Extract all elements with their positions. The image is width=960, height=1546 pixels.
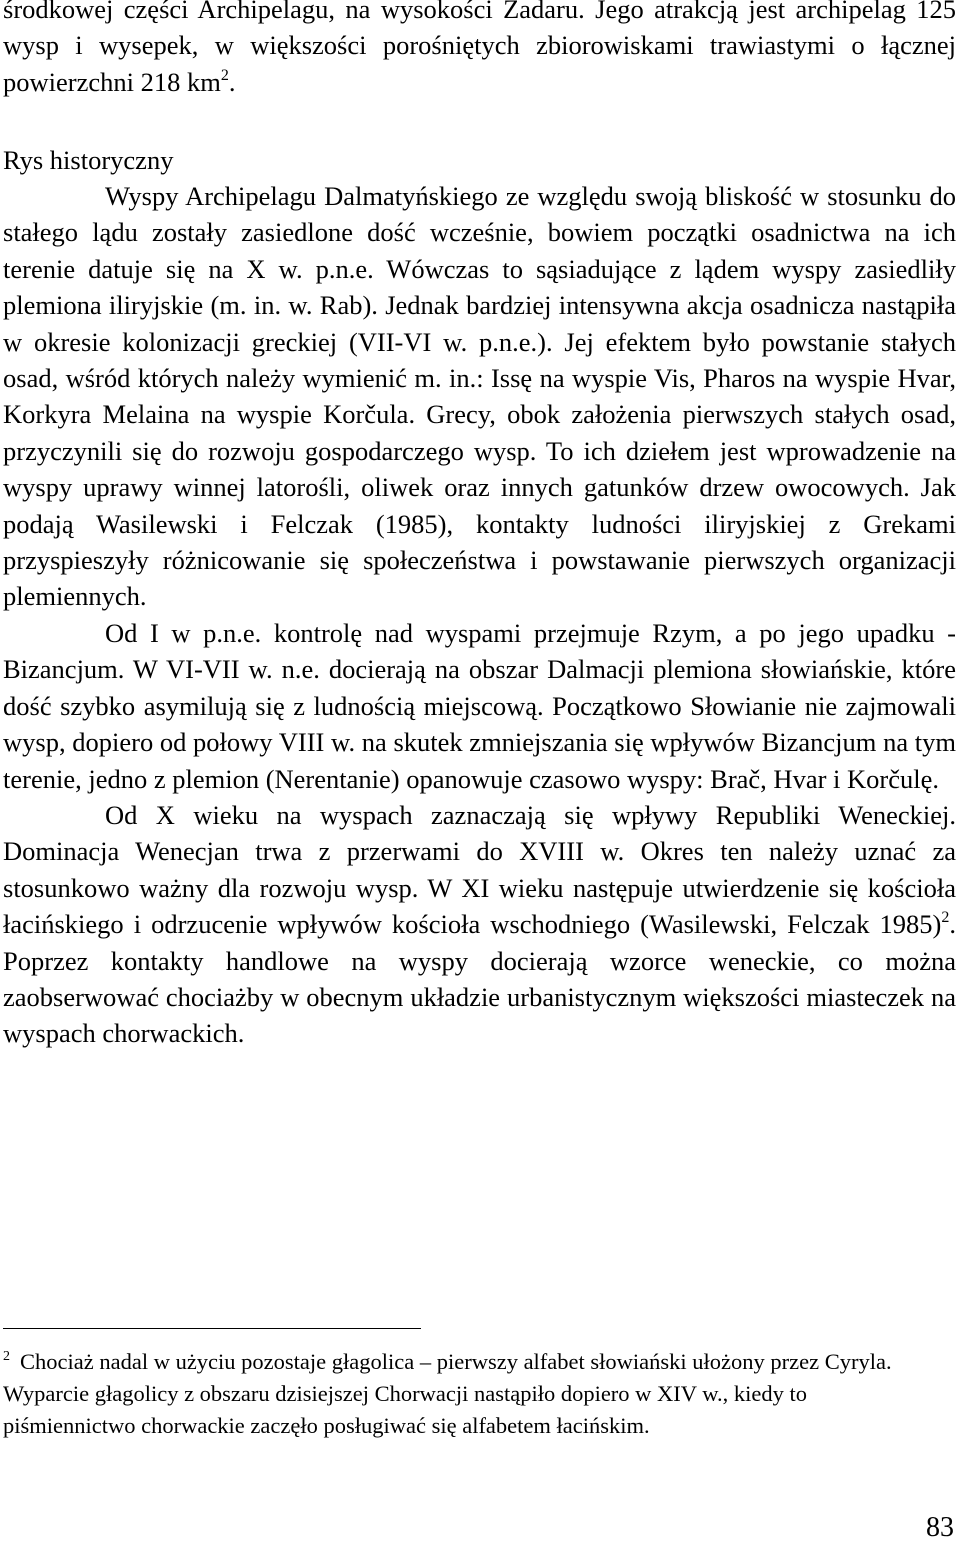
footnote-marker: 2 bbox=[3, 1349, 10, 1364]
footnote bbox=[3, 1346, 893, 1442]
intro-superscript: 2 bbox=[220, 66, 229, 84]
paragraph-3-text: Od X wieku na wyspach zaznaczają się wpływy Republiki Weneckiej. Dominacja Wenecjan trwa z przerwami do XVIII w. Okres ten należy uznać za stosunkowo ważny dla rozwoju wysp. W XI wieku następuje utwierdzenie się kościoła łacińskiego i odrzucenie wpływów kościoła wschodniego (Wasilewski, Felczak 1985) bbox=[3, 799, 956, 940]
footnote-text: Chociaż nadal w użyciu pozostaje głagolica – pierwszy alfabet słowiański ułożony przez Cyryla. Wyparcie głagolicy z obszaru dzisiejszej Chorwacji nastąpiło dopiero w XIV w., kiedy to piśmiennictwo chorwackie zaczęło posługiwać się alfabetem łacińskim. bbox=[3, 1349, 892, 1438]
intro-paragraph bbox=[3, 0, 956, 100]
intro-text: środkowej części Archipelagu, na wysokości Zadaru. Jego atrakcją jest archipelag 125 wysp i wysepek, w większości porośniętych zbiorowiskami trawiastymi o łącznej powierzchni 218 km bbox=[3, 0, 956, 97]
footnote-reference: 2 bbox=[941, 909, 950, 927]
paragraph-3 bbox=[3, 797, 956, 1052]
section-body bbox=[3, 178, 956, 1052]
paragraph-1: Wyspy Archipelagu Dalmatyńskiego ze względu swoją bliskość w stosunku do stałego lądu zostały zasiedlone dość wcześnie, bowiem początki osadnictwa na ich terenie datuje się na X w. p.n.e. Wówczas to sąsiadujące z lądem wyspy zasiedliły plemiona iliryjskie (m. in. w. Rab). Jednak bardziej intensywna akcja osadnicza nastąpiła w okresie kolonizacji greckiej (VII-VI w. p.n.e.). Jej efektem było powstanie stałych osad, wśród których należy wymienić m. in.: Issę na wyspie Vis, Pharos na wyspie Hvar, Korkyra Melaina na wyspie Korčula. Grecy, obok założenia pierwszych stałych osad, przyczynili się do rozwoju gospodarczego wysp. To ich dziełem jest wprowadzenie na wyspy uprawy winnej latorośli, oliwek oraz innych gatunków drzew owocowych. Jak podają Wasilewski i Felczak (1985), kontakty ludności iliryjskiej z Grekami przyspieszyły różnicowanie się społeczeństwa i powstawanie pierwszych organizacji plemiennych. bbox=[3, 181, 956, 612]
page-number: 83 bbox=[926, 1512, 954, 1543]
paragraph-3-continuation: . Poprzez kontakty handlowe na wyspy docierają wzorce weneckie, co można zaobserwować chociażby w obecnym układzie urbanistycznym większości miasteczek na wyspach chorwackich. bbox=[3, 909, 956, 1049]
footnote-separator bbox=[3, 1328, 421, 1329]
section-heading: Rys historyczny bbox=[3, 145, 174, 175]
paragraph-2: Od I w p.n.e. kontrolę nad wyspami przejmuje Rzym, a po jego upadku - Bizancjum. W VI-VII w. n.e. docierają na obszar Dalmacji plemiona słowiańskie, które dość szybko asymilują się z ludnością miejscową. Początkowo Słowianie nie zajmowali wysp, dopiero od połowy VIII w. na skutek zmniejszania się wpływów Bizancjum na tym terenie, jedno z plemion (Nerentanie) opanowuje czasowo wyspy: Brač, Hvar i Korčulę. bbox=[3, 617, 956, 794]
intro-tail: . bbox=[228, 66, 236, 97]
